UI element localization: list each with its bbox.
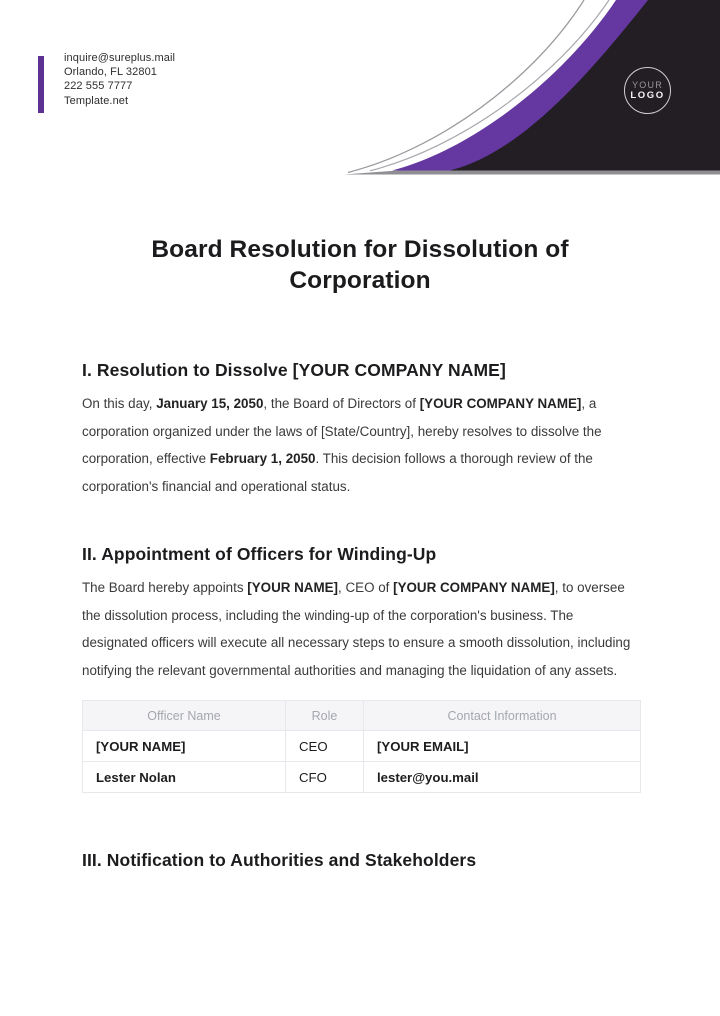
contact-phone: 222 555 7777 (64, 80, 133, 93)
logo-text-logo: LOGO (630, 90, 665, 101)
cell-contact: [YOUR EMAIL] (364, 731, 641, 762)
contact-email: inquire@sureplus.mail (64, 52, 176, 64)
contact-website: Template.net (64, 94, 129, 107)
cell-role: CFO (286, 762, 364, 793)
section-2-heading: II. Appointment of Officers for Winding-Up (82, 544, 437, 564)
section-1-paragraph: On this day, January 15, 2050, the Board of Directors of [YOUR COMPANY NAME], a corporation organized under the laws of [State/Country], hereby resolves to dissolve the corporation, effective February 1, 2050. This decision follows a thorough review of the corporation's financial and operational status. (82, 396, 602, 494)
contact-address: Orlando, FL 32801 (64, 66, 158, 79)
table-row (83, 731, 641, 762)
logo-text-your: YOUR (632, 80, 663, 90)
table-row (83, 762, 641, 793)
cell-role: CEO (286, 731, 364, 762)
column-header-contact-information: Contact Information (364, 701, 641, 731)
column-header-role: Role (286, 701, 364, 731)
section-2-paragraph: The Board hereby appoints [YOUR NAME], CEO of [YOUR COMPANY NAME], to oversee the dissolution process, including the winding-up of the corporation's business. The designated officers will execute all necessary steps to ensure a smooth dissolution, including notifying the relevant governmental authorities and managing the liquidation of any assets. (82, 580, 631, 678)
section-3-heading: III. Notification to Authorities and Stakeholders (82, 850, 477, 870)
cell-officer-name: Lester Nolan (83, 762, 286, 793)
officers-table (82, 700, 641, 793)
column-header-officer-name: Officer Name (83, 701, 286, 731)
table-header-row (83, 701, 641, 731)
document-title: Board Resolution for Dissolution of Corporation (151, 236, 569, 294)
cell-contact: lester@you.mail (364, 762, 641, 793)
section-1-heading: I. Resolution to Dissolve [YOUR COMPANY NAME] (82, 360, 506, 380)
cell-officer-name: [YOUR NAME] (83, 731, 286, 762)
